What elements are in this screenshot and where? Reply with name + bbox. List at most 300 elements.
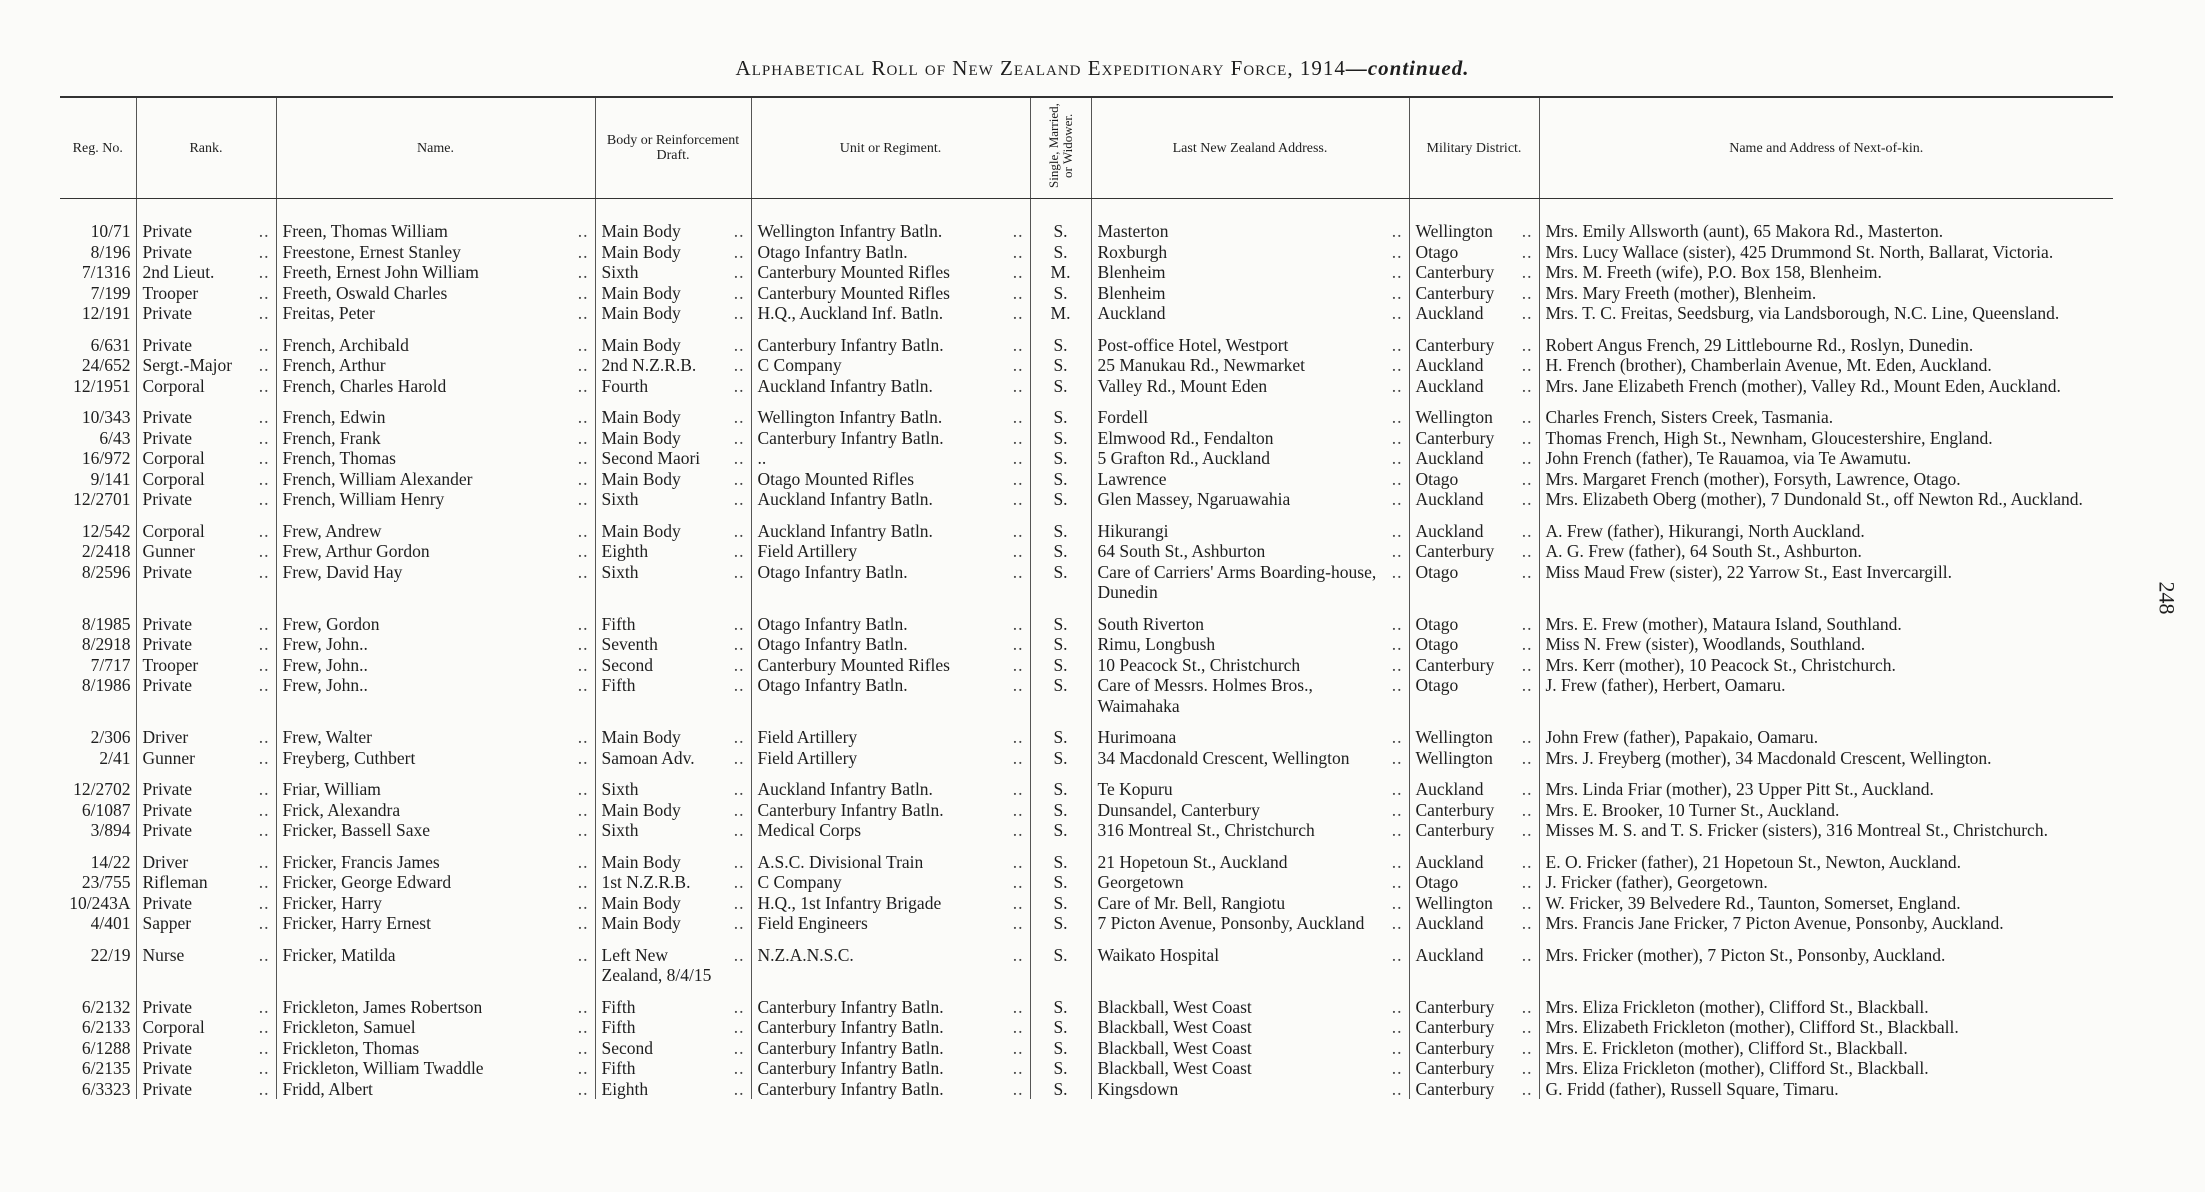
cell-draft — [595, 748, 751, 769]
cell-name — [276, 934, 595, 986]
leader-dots: .. — [1012, 820, 1024, 840]
draft-text: Seventh — [601, 634, 658, 654]
name-text: Fricker, Harry Ernest — [282, 913, 431, 933]
leader-dots: .. — [1521, 654, 1533, 675]
cell-draft — [595, 1017, 751, 1038]
district-text: Canterbury — [1415, 1078, 1495, 1099]
leader-dots: .. — [1012, 355, 1024, 375]
cell-name — [276, 655, 595, 676]
address-text: Roxburgh — [1097, 241, 1168, 262]
cell-status — [1030, 355, 1091, 376]
cell-next-of-kin — [1539, 913, 2113, 934]
draft-text: Fifth — [601, 675, 636, 695]
reg-no-text: 12/2701 — [73, 489, 131, 509]
leader-dots: .. — [1012, 561, 1024, 582]
cell-status — [1030, 262, 1091, 283]
leader-dots: .. — [1521, 303, 1533, 323]
cell-unit — [751, 655, 1030, 676]
draft-text: Sixth — [601, 262, 639, 282]
cell-status — [1030, 242, 1091, 263]
rank-text: Private — [142, 1058, 193, 1078]
cell-address — [1091, 841, 1409, 873]
cell-status — [1030, 603, 1091, 635]
leader-dots: .. — [577, 1017, 589, 1037]
cell-address — [1091, 396, 1409, 428]
leader-dots: .. — [258, 613, 270, 634]
status-text: S. — [1053, 241, 1068, 262]
status-text: S. — [1053, 872, 1068, 892]
next-of-kin-text: H. French (brother), Chamberlain Avenue, Mt. Eden, Auckland. — [1545, 355, 1992, 375]
cell-district — [1409, 510, 1539, 542]
leader-dots: .. — [577, 913, 589, 933]
cell-rank — [136, 469, 276, 490]
leader-dots: .. — [1521, 489, 1533, 509]
cell-unit — [751, 510, 1030, 542]
cell-rank — [136, 448, 276, 469]
rank-text: Sergt.-Major — [142, 355, 233, 375]
leader-dots: .. — [577, 427, 589, 448]
cell-status — [1030, 199, 1091, 242]
cell-unit — [751, 800, 1030, 821]
leader-dots: .. — [258, 541, 270, 561]
address-text: Fordell — [1097, 407, 1149, 427]
leader-dots: .. — [733, 747, 745, 768]
next-of-kin-text: Mrs. T. C. Freitas, Seedsburg, via Landsborough, N.C. Line, Queensland. — [1545, 303, 2060, 323]
cell-rank — [136, 872, 276, 893]
cell-reg-no — [60, 1017, 136, 1038]
draft-text: Second — [601, 654, 654, 675]
rank-text: Private — [142, 799, 193, 820]
name-text: Friar, William — [282, 779, 381, 799]
rank-text: Private — [142, 561, 193, 582]
table-row — [60, 1038, 2113, 1059]
district-text: Otago — [1415, 613, 1459, 634]
unit-text: Otago Infantry Batln. — [757, 613, 908, 634]
address-text: Hikurangi — [1097, 520, 1169, 541]
cell-rank — [136, 748, 276, 769]
table-row — [60, 603, 2113, 635]
table-row — [60, 748, 2113, 769]
leader-dots: .. — [733, 221, 745, 241]
name-text: Frew, Andrew — [282, 520, 382, 541]
reg-no-text: 7/199 — [90, 282, 131, 303]
cell-unit — [751, 376, 1030, 397]
cell-reg-no — [60, 716, 136, 748]
leader-dots: .. — [577, 262, 589, 282]
next-of-kin-text: Mrs. Elizabeth Oberg (mother), 7 Dundonald St., off Newton Rd., Auckland. — [1545, 489, 2083, 509]
cell-status — [1030, 800, 1091, 821]
leader-dots: .. — [1521, 262, 1533, 282]
cell-next-of-kin — [1539, 748, 2113, 769]
leader-dots: .. — [1521, 282, 1533, 303]
district-text: Canterbury — [1415, 820, 1495, 840]
cell-unit — [751, 199, 1030, 242]
status-text: S. — [1053, 407, 1068, 427]
cell-unit — [751, 489, 1030, 510]
reg-no-text: 8/1985 — [81, 613, 131, 634]
leader-dots: .. — [733, 613, 745, 634]
cell-address — [1091, 489, 1409, 510]
cell-status — [1030, 1038, 1091, 1059]
status-text: S. — [1053, 747, 1068, 768]
leader-dots: .. — [733, 448, 745, 468]
name-text: Frew, Gordon — [282, 613, 380, 634]
cell-name — [276, 489, 595, 510]
cell-rank — [136, 396, 276, 428]
leader-dots: .. — [1521, 561, 1533, 582]
cell-status — [1030, 675, 1091, 716]
rank-text: Corporal — [142, 520, 205, 541]
next-of-kin-text: Mrs. Eliza Frickleton (mother), Clifford St., Blackball. — [1545, 996, 1929, 1017]
cell-address — [1091, 748, 1409, 769]
cell-unit — [751, 634, 1030, 655]
leader-dots: .. — [733, 799, 745, 820]
address-text: Te Kopuru — [1097, 779, 1173, 799]
rank-text: Private — [142, 675, 193, 695]
draft-text: Sixth — [601, 489, 639, 509]
leader-dots: .. — [1521, 872, 1533, 892]
address-text: Care of Mr. Bell, Rangiotu — [1097, 892, 1286, 913]
cell-draft — [595, 428, 751, 449]
name-text: Frew, Walter — [282, 727, 372, 747]
status-text: S. — [1053, 541, 1068, 561]
leader-dots: .. — [577, 944, 589, 965]
cell-status — [1030, 913, 1091, 934]
reg-no-text: 7/717 — [90, 654, 131, 675]
status-text: S. — [1053, 561, 1068, 582]
next-of-kin-text: Mrs. Kerr (mother), 10 Peacock St., Christchurch. — [1545, 654, 1896, 675]
status-text: S. — [1053, 779, 1068, 799]
unit-text: .. — [757, 448, 767, 468]
leader-dots: .. — [1391, 303, 1403, 323]
reg-no-text: 2/306 — [90, 727, 131, 747]
leader-dots: .. — [1391, 262, 1403, 282]
cell-next-of-kin — [1539, 541, 2113, 562]
leader-dots: .. — [1391, 892, 1403, 913]
cell-status — [1030, 1017, 1091, 1038]
table-row — [60, 262, 2113, 283]
next-of-kin-text: A. G. Frew (father), 64 South St., Ashburton. — [1545, 541, 1862, 561]
leader-dots: .. — [1012, 427, 1024, 448]
cell-reg-no — [60, 396, 136, 428]
name-text: Fricker, Bassell Saxe — [282, 820, 431, 840]
leader-dots: .. — [577, 799, 589, 820]
district-text: Wellington — [1415, 407, 1493, 427]
cell-district — [1409, 428, 1539, 449]
unit-text: Canterbury Infantry Batln. — [757, 1037, 944, 1058]
cell-draft — [595, 872, 751, 893]
header-status-label: Single, Married, or Widower. — [1045, 103, 1075, 189]
name-text: Frickleton, James Robertson — [282, 996, 483, 1017]
draft-text: Main Body — [601, 913, 681, 933]
cell-rank — [136, 768, 276, 800]
leader-dots: .. — [1391, 427, 1403, 448]
district-text: Auckland — [1415, 448, 1484, 468]
reg-no-text: 2/41 — [99, 747, 131, 768]
leader-dots: .. — [1521, 851, 1533, 872]
address-text: Hurimoana — [1097, 727, 1177, 747]
leader-dots: .. — [577, 489, 589, 509]
leader-dots: .. — [1521, 675, 1533, 695]
cell-draft — [595, 469, 751, 490]
cell-district — [1409, 262, 1539, 283]
leader-dots: .. — [1521, 996, 1533, 1017]
next-of-kin-text: John Frew (father), Papakaio, Oamaru. — [1545, 727, 1819, 747]
draft-text: Second Maori — [601, 448, 701, 468]
status-text: S. — [1053, 489, 1068, 509]
table-row — [60, 820, 2113, 841]
cell-district — [1409, 1017, 1539, 1038]
leader-dots: .. — [258, 427, 270, 448]
leader-dots: .. — [733, 520, 745, 541]
cell-name — [276, 634, 595, 655]
reg-no-text: 6/43 — [99, 427, 131, 448]
district-text: Auckland — [1415, 489, 1484, 509]
leader-dots: .. — [1012, 654, 1024, 675]
cell-rank — [136, 242, 276, 263]
status-text: S. — [1053, 944, 1068, 965]
cell-unit — [751, 242, 1030, 263]
cell-unit — [751, 396, 1030, 428]
cell-unit — [751, 893, 1030, 914]
leader-dots: .. — [1521, 334, 1533, 355]
cell-rank — [136, 603, 276, 635]
leader-dots: .. — [258, 561, 270, 582]
cell-name — [276, 541, 595, 562]
cell-name — [276, 242, 595, 263]
cell-address — [1091, 1017, 1409, 1038]
leader-dots: .. — [733, 779, 745, 799]
header-district: Military District. — [1409, 97, 1539, 199]
cell-address — [1091, 872, 1409, 893]
cell-draft — [595, 303, 751, 324]
unit-text: Field Artillery — [757, 727, 858, 747]
name-text: Fridd, Albert — [282, 1078, 373, 1099]
district-text: Auckland — [1415, 303, 1484, 323]
leader-dots: .. — [1521, 913, 1533, 933]
address-text: 316 Montreal St., Christchurch — [1097, 820, 1315, 840]
rank-text: Private — [142, 996, 193, 1017]
address-text: 25 Manukau Rd., Newmarket — [1097, 355, 1306, 375]
status-text: S. — [1053, 1037, 1068, 1058]
cell-unit — [751, 986, 1030, 1018]
cell-district — [1409, 562, 1539, 603]
reg-no-text: 10/343 — [81, 407, 131, 427]
cell-rank — [136, 716, 276, 748]
rank-text: Private — [142, 1037, 193, 1058]
cell-address — [1091, 768, 1409, 800]
leader-dots: .. — [577, 520, 589, 541]
next-of-kin-text: Miss Maud Frew (sister), 22 Yarrow St., East Invercargill. — [1545, 561, 1953, 582]
leader-dots: .. — [258, 747, 270, 768]
header-rank: Rank. — [136, 97, 276, 199]
next-of-kin-text: Mrs. Lucy Wallace (sister), 425 Drummond St. North, Ballarat, Victoria. — [1545, 241, 2054, 262]
address-text: Georgetown — [1097, 872, 1184, 892]
cell-address — [1091, 448, 1409, 469]
unit-text: Auckland Infantry Batln. — [757, 779, 933, 799]
reg-no-text: 6/2133 — [81, 1017, 131, 1037]
cell-name — [276, 262, 595, 283]
name-text: Fricker, Harry — [282, 892, 382, 913]
cell-rank — [136, 324, 276, 356]
cell-draft — [595, 675, 751, 716]
address-text: Auckland — [1097, 303, 1166, 323]
cell-status — [1030, 448, 1091, 469]
cell-status — [1030, 469, 1091, 490]
leader-dots: .. — [258, 262, 270, 282]
status-text: S. — [1053, 913, 1068, 933]
table-row — [60, 199, 2113, 242]
cell-address — [1091, 510, 1409, 542]
cell-draft — [595, 376, 751, 397]
cell-unit — [751, 262, 1030, 283]
reg-no-text: 23/755 — [81, 872, 131, 892]
leader-dots: .. — [1012, 282, 1024, 303]
draft-text: Main Body — [601, 468, 681, 489]
cell-next-of-kin — [1539, 603, 2113, 635]
cell-district — [1409, 675, 1539, 716]
leader-dots: .. — [577, 1037, 589, 1058]
leader-dots: .. — [1521, 241, 1533, 262]
cell-draft — [595, 800, 751, 821]
cell-reg-no — [60, 986, 136, 1018]
rank-text: Corporal — [142, 375, 205, 396]
name-text: Frickleton, Thomas — [282, 1037, 420, 1058]
leader-dots: .. — [1391, 613, 1403, 634]
cell-district — [1409, 841, 1539, 873]
reg-no-text: 10/71 — [90, 221, 131, 241]
address-text: 7 Picton Avenue, Ponsonby, Auckland — [1097, 913, 1365, 933]
name-text: Frew, John.. — [282, 654, 368, 675]
reg-no-text: 6/631 — [90, 334, 131, 355]
leader-dots: .. — [1521, 779, 1533, 799]
address-text: 5 Grafton Rd., Auckland — [1097, 448, 1271, 468]
leader-dots: .. — [258, 303, 270, 323]
cell-district — [1409, 283, 1539, 304]
next-of-kin-text: Mrs. E. Frickleton (mother), Clifford St., Blackball. — [1545, 1037, 1908, 1058]
cell-address — [1091, 934, 1409, 986]
rank-text: Sapper — [142, 913, 192, 933]
table-row — [60, 675, 2113, 716]
name-text: French, Frank — [282, 427, 381, 448]
cell-reg-no — [60, 934, 136, 986]
leader-dots: .. — [1012, 872, 1024, 892]
cell-draft — [595, 1038, 751, 1059]
district-text: Auckland — [1415, 913, 1484, 933]
cell-address — [1091, 303, 1409, 324]
name-text: Fricker, George Edward — [282, 872, 452, 892]
rank-text: Private — [142, 779, 193, 799]
rank-text: Private — [142, 634, 193, 654]
cell-status — [1030, 820, 1091, 841]
leader-dots: .. — [1391, 334, 1403, 355]
cell-unit — [751, 541, 1030, 562]
cell-reg-no — [60, 376, 136, 397]
leader-dots: .. — [1391, 1078, 1403, 1099]
cell-district — [1409, 1058, 1539, 1079]
leader-dots: .. — [577, 448, 589, 468]
cell-next-of-kin — [1539, 242, 2113, 263]
leader-dots: .. — [258, 448, 270, 468]
leader-dots: .. — [733, 334, 745, 355]
leader-dots: .. — [1391, 727, 1403, 747]
draft-text: Main Body — [601, 427, 681, 448]
cell-name — [276, 303, 595, 324]
status-text: S. — [1053, 820, 1068, 840]
cell-rank — [136, 303, 276, 324]
cell-rank — [136, 1038, 276, 1059]
leader-dots: .. — [1521, 892, 1533, 913]
cell-unit — [751, 428, 1030, 449]
leader-dots: .. — [1012, 779, 1024, 799]
leader-dots: .. — [1521, 1017, 1533, 1037]
draft-text: Main Body — [601, 727, 681, 747]
next-of-kin-text: J. Fricker (father), Georgetown. — [1545, 872, 1768, 892]
reg-no-text: 22/19 — [90, 944, 131, 965]
cell-unit — [751, 1058, 1030, 1079]
address-text: Blackball, West Coast — [1097, 1058, 1252, 1078]
table-row — [60, 800, 2113, 821]
leader-dots: .. — [1391, 241, 1403, 262]
table-row — [60, 634, 2113, 655]
district-text: Otago — [1415, 872, 1459, 892]
next-of-kin-text: Mrs. Emily Allsworth (aunt), 65 Makora Rd., Masterton. — [1545, 221, 1944, 241]
cell-next-of-kin — [1539, 893, 2113, 914]
draft-text: Main Body — [601, 799, 681, 820]
unit-text: Canterbury Infantry Batln. — [757, 334, 944, 355]
district-text: Canterbury — [1415, 282, 1495, 303]
leader-dots: .. — [733, 892, 745, 913]
leader-dots: .. — [1391, 872, 1403, 892]
leader-dots: .. — [1391, 1058, 1403, 1078]
rank-text: Corporal — [142, 468, 205, 489]
leader-dots: .. — [1391, 1017, 1403, 1037]
cell-address — [1091, 324, 1409, 356]
leader-dots: .. — [1012, 613, 1024, 634]
cell-reg-no — [60, 242, 136, 263]
leader-dots: .. — [1391, 448, 1403, 468]
cell-district — [1409, 748, 1539, 769]
address-text: 21 Hopetoun St., Auckland — [1097, 851, 1288, 872]
cell-reg-no — [60, 262, 136, 283]
cell-reg-no — [60, 893, 136, 914]
leader-dots: .. — [1391, 1037, 1403, 1058]
cell-reg-no — [60, 1058, 136, 1079]
leader-dots: .. — [1521, 799, 1533, 820]
leader-dots: .. — [577, 613, 589, 634]
unit-text: Medical Corps — [757, 820, 862, 840]
cell-address — [1091, 242, 1409, 263]
leader-dots: .. — [258, 221, 270, 241]
next-of-kin-text: J. Frew (father), Herbert, Oamaru. — [1545, 675, 1786, 695]
table-row — [60, 510, 2113, 542]
status-text: S. — [1053, 221, 1068, 241]
reg-no-text: 3/894 — [90, 820, 131, 840]
district-text: Otago — [1415, 241, 1459, 262]
cell-reg-no — [60, 562, 136, 603]
cell-draft — [595, 489, 751, 510]
address-text: Rimu, Longbush — [1097, 634, 1216, 654]
district-text: Auckland — [1415, 375, 1484, 396]
header-next-of-kin: Name and Address of Next-of-kin. — [1539, 97, 2113, 199]
cell-district — [1409, 324, 1539, 356]
unit-text: Auckland Infantry Batln. — [757, 375, 933, 396]
cell-reg-no — [60, 872, 136, 893]
cell-status — [1030, 376, 1091, 397]
unit-text: Field Engineers — [757, 913, 868, 933]
leader-dots: .. — [577, 375, 589, 396]
cell-next-of-kin — [1539, 1079, 2113, 1100]
